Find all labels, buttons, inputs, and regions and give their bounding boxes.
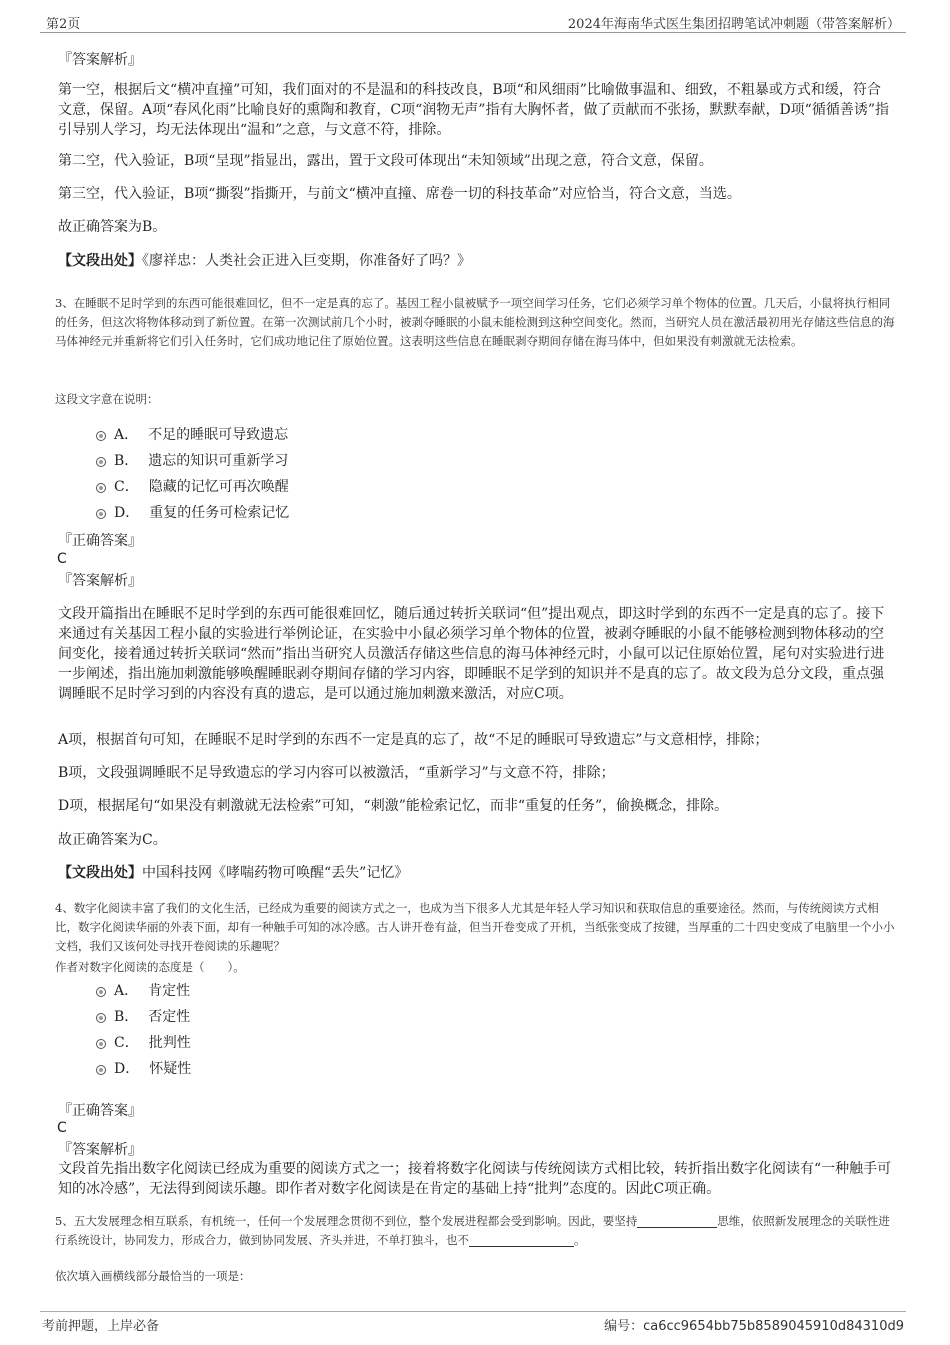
- radio-icon[interactable]: [96, 1065, 106, 1075]
- q3-option-b[interactable]: B． 遗忘的知识可重新学习: [96, 451, 288, 471]
- q4-analysis: 文段首先指出数字化阅读已经成为重要的阅读方式之一；接着将数字化阅读与传统阅读方式相比较，转折指出数字化阅读有“一种触手可知的冰冷感”，无法得到阅读乐趣。即作者对数字化阅读是在肯定的基础上持“批判”态度的。因此C项正确。: [58, 1161, 892, 1197]
- q4-answer-label: 『正确答案』: [58, 1103, 142, 1119]
- q3-option-d[interactable]: D． 重复的任务可检索记忆: [96, 503, 289, 523]
- q3-answer: C: [57, 551, 67, 567]
- radio-icon[interactable]: [96, 1039, 106, 1049]
- page-number: 第2页: [46, 17, 81, 32]
- q5-stem: 5、五大发展理念相互联系，有机统一，任何一个发展理念贯彻不到位，整个发展进程都会受到影响。因此，要坚持 思维，依照新发展理念的关联性进行系统设计，协同发力，形成合力，做到协同发展、齐头并进，不单打独斗，也不 。: [55, 1214, 890, 1247]
- radio-icon[interactable]: [96, 431, 106, 441]
- q4-option-d[interactable]: D． 怀疑性: [96, 1059, 191, 1079]
- answer-blank: [469, 1232, 574, 1247]
- q4-question: 作者对数字化阅读的态度是（ ）。: [55, 960, 245, 974]
- q3-analysis-p3: B项，文段强调睡眠不足导致遗忘的学习内容可以被激活，“重新学习”与文意不符，排除；: [58, 765, 615, 781]
- q5-question: 依次填入画横线部分最恰当的一项是：: [55, 1269, 251, 1283]
- q3-answer-label: 『正确答案』: [58, 533, 142, 549]
- q2-analysis-p4: 故正确答案为B。: [58, 219, 167, 235]
- q3-option-c[interactable]: C． 隐藏的记忆可再次唤醒: [96, 477, 289, 497]
- q4-option-a[interactable]: A． 肯定性: [96, 981, 190, 1001]
- radio-icon[interactable]: [96, 1013, 106, 1023]
- q2-analysis-label: 『答案解析』: [58, 52, 142, 68]
- q3-option-a[interactable]: A． 不足的睡眠可导致遗忘: [96, 425, 288, 445]
- page-footer: [40, 1311, 906, 1336]
- q3-question: 这段文字意在说明：: [55, 392, 159, 406]
- footer-slogan: 考前押题，上岸必备: [42, 1319, 160, 1334]
- q4-answer: C: [57, 1120, 67, 1136]
- q3-source-text: 中国科技网《哮喘药物可唤醒“丢失”记忆》: [142, 865, 409, 881]
- radio-icon[interactable]: [96, 457, 106, 467]
- q3-analysis-p4: D项，根据尾句“如果没有刺激就无法检索”可知，“刺激”能检索记忆，而非“重复的任务”，偷换概念，排除。: [58, 798, 729, 814]
- q4-option-c[interactable]: C． 批判性: [96, 1033, 191, 1053]
- document-title: 2024年海南华式医生集团招聘笔试冲刺题（带答案解析）: [567, 17, 900, 32]
- q3-analysis-p1: 文段开篇指出在睡眠不足时学到的东西可能很难回忆，随后通过转折关联词“但”提出观点，即这时学到的东西不一定是真的忘了。接下来通过有关基因工程小鼠的实验进行举例论证，在实验中小鼠必须学习单个物体的位置，被剥夺睡眠的小鼠不能够检测到物体移动的空间变化，接着通过转折关联词“然而”指出当研究人员激活存储这些信息的海马体神经元时，小鼠可以记住原始位置，尾句对实验进行进一步阐述，指出施加刺激能够唤醒睡眠剥夺期间存储的学习内容，即睡眠不足学到的知识并不是真的忘了。故文段为总分文段，重点强调睡眠不足时学习到的内容没有真的遗忘，是可以通过施加刺激来激活，对应C项。: [58, 606, 885, 702]
- q3-analysis-p5: 故正确答案为C。: [58, 832, 167, 848]
- page-header: [40, 10, 906, 33]
- q4-option-b[interactable]: B． 否定性: [96, 1007, 190, 1027]
- q2-source-label: 【文段出处】: [58, 253, 142, 269]
- q2-analysis-p1: 第一空，根据后文“横冲直撞”可知，我们面对的不是温和的科技改良，B项“和风细雨”比喻做事温和、细致，不粗暴或方式和缓，符合文意，保留。A项“春风化雨”比喻良好的熏陶和教育，C项“润物无声”指有大胸怀者，做了贡献而不张扬，默默奉献，D项“循循善诱”指引导别人学习，均无法体现出“温和”之意，与文意不符，排除。: [58, 82, 889, 138]
- q3-stem: 3、在睡眠不足时学到的东西可能很难回忆，但不一定是真的忘了。基因工程小鼠被赋予一项空间学习任务，它们必须学习单个物体的位置。几天后，小鼠将执行相同的任务，但这次将物体移动到了新位置。在第一次测试前几个小时，被剥夺睡眠的小鼠未能检测到这种空间变化。然而，当研究人员在激活最初用光存储这些信息的海马体神经元并重新将它们引入任务时，它们成功地记住了原始位置。这表明这些信息在睡眠剥夺期间存储在海马体中，但如果没有刺激就无法检索。: [55, 296, 895, 348]
- radio-icon[interactable]: [96, 987, 106, 997]
- q2-source-text: 《廖祥忠：人类社会正进入巨变期，你准备好了吗？》: [142, 253, 471, 269]
- q4-stem: 4、数字化阅读丰富了我们的文化生活，已经成为重要的阅读方式之一，也成为当下很多人尤其是年轻人学习知识和获取信息的重要途径。然而，与传统阅读方式相比，数字化阅读华丽的外表下面，却有一种触手可知的冰冷感。古人讲开卷有益，但当开卷变成了开机，当纸张变成了按键，当厚重的二十四史变成了电脑里一个小小文档，我们又该何处寻找开卷阅读的乐趣呢？: [55, 901, 895, 953]
- q3-source-label: 【文段出处】: [58, 865, 142, 881]
- answer-blank: [637, 1213, 717, 1228]
- q2-analysis-p3: 第三空，代入验证，B项“撕裂”指撕开，与前文“横冲直撞、席卷一切的科技革命”对应恰当，符合文意，当选。: [58, 186, 741, 202]
- q2-analysis-p2: 第二空，代入验证，B项“呈现”指显出，露出，置于文段可体现出“未知领域”出现之意，符合文意，保留。: [58, 153, 713, 169]
- q3-analysis-p2: A项，根据首句可知，在睡眠不足时学到的东西不一定是真的忘了，故“不足的睡眠可导致遗忘”与文意相悖，排除；: [58, 732, 769, 748]
- radio-icon[interactable]: [96, 509, 106, 519]
- q3-source: [58, 863, 893, 883]
- q4-analysis-label: 『答案解析』: [58, 1142, 142, 1158]
- q2-source: [58, 251, 893, 271]
- radio-icon[interactable]: [96, 483, 106, 493]
- document-code: 编号：ca6cc9654bb75b8589045910d84310d9: [604, 1319, 904, 1334]
- q3-analysis-label: 『答案解析』: [58, 573, 142, 589]
